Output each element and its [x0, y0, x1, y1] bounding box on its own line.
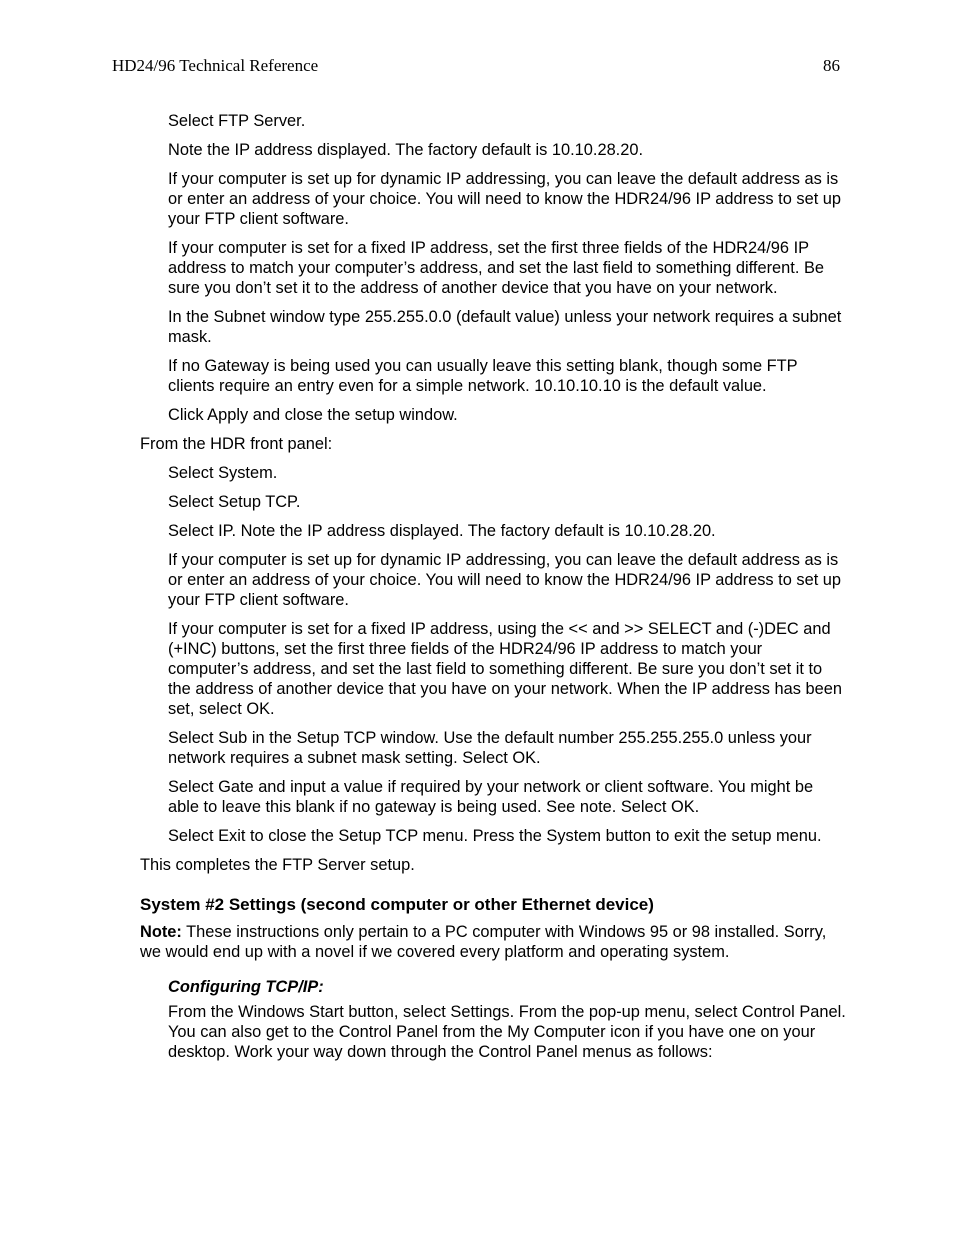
subsection-heading: Configuring TCP/IP: — [168, 978, 324, 996]
note-label: Note: — [140, 923, 182, 941]
paragraph: This completes the FTP Server setup. — [140, 856, 415, 874]
paragraph: If your computer is set for a fixed IP address, using the << and >> SELECT and (-)DEC and (+INC) buttons, set the first three fields of the HDR24/96 IP address to match your computer’s address, and set the last field to something different. Be sure you don’t set it to the address of another device that you have on your network. When the IP address has been set, select OK. — [168, 620, 842, 718]
header-title: HD24/96 Technical Reference — [112, 56, 319, 75]
note-text: These instructions only pertain to a PC computer with Windows 95 or 98 installed. Sorry, we would end up with a novel if we covered every platform and operating system. — [140, 923, 827, 961]
note-paragraph — [140, 922, 846, 962]
paragraph: Select Setup TCP. — [168, 493, 301, 511]
page-body — [140, 111, 846, 1071]
paragraph: Select System. — [168, 464, 278, 482]
paragraph: Select Exit to close the Setup TCP menu. Press the System button to exit the setup menu. — [168, 827, 822, 845]
paragraph: If your computer is set up for dynamic IP addressing, you can leave the default address as is or enter an address of your choice. You will need to know the HDR24/96 IP address to set up your FTP client software. — [168, 551, 842, 609]
paragraph: From the Windows Start button, select Settings. From the pop-up menu, select Control Panel. You can also get to the Control Panel from the My Computer icon if you have one on your desktop. Work your way down through the Control Panel menus as follows: — [168, 1003, 846, 1061]
paragraph: Select Gate and input a value if required by your network or client software. You might be able to leave this blank if no gateway is being used. See note. Select OK. — [168, 778, 814, 816]
paragraph: Select IP. Note the IP address displayed. The factory default is 10.10.28.20. — [168, 522, 716, 540]
paragraph: From the HDR front panel: — [140, 435, 333, 453]
paragraph: Select Sub in the Setup TCP window. Use the default number 255.255.255.0 unless your network requires a subnet mask setting. Select OK. — [168, 729, 812, 767]
paragraph: If your computer is set up for dynamic IP addressing, you can leave the default address as is or enter an address of your choice. You will need to know the HDR24/96 IP address to set up your FTP client software. — [168, 170, 842, 228]
page-number: 86 — [823, 56, 840, 75]
page-header — [112, 56, 840, 80]
paragraph: In the Subnet window type 255.255.0.0 (default value) unless your network requires a subnet mask. — [168, 308, 842, 346]
paragraph: Note the IP address displayed. The factory default is 10.10.28.20. — [168, 141, 644, 159]
paragraph: Select FTP Server. — [168, 112, 306, 130]
paragraph: Click Apply and close the setup window. — [168, 406, 458, 424]
paragraph: If no Gateway is being used you can usually leave this setting blank, though some FTP clients require an entry even for a simple network. 10.10.10.10 is the default value. — [168, 357, 798, 395]
section-heading: System #2 Settings (second computer or other Ethernet device) — [140, 895, 654, 914]
paragraph: If your computer is set for a fixed IP address, set the first three fields of the HDR24/96 IP address to match your computer’s address, and set the last field to something different. Be sure you don’t set it to the address of another device that you have on your network. — [168, 239, 824, 297]
